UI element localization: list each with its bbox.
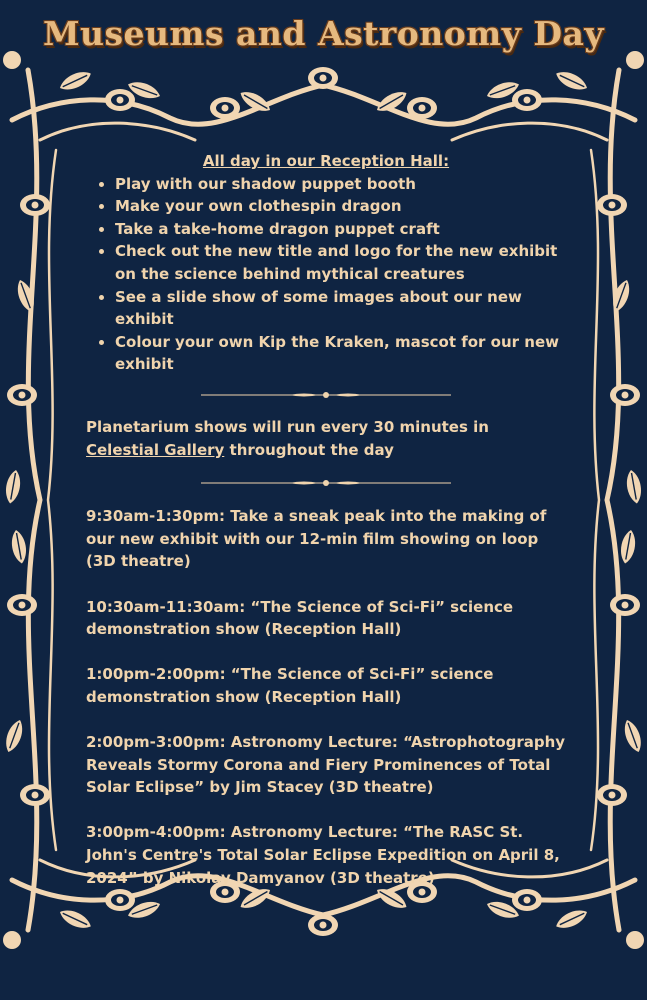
planetarium-text: Planetarium shows will run every 30 minutes in bbox=[86, 417, 489, 436]
event-description: “The Science of Sci-Fi” science demonstration show (Reception Hall) bbox=[86, 597, 514, 639]
list-item: • See a slide show of some images about our new exhibit bbox=[115, 286, 566, 331]
list-item: • Take a take-home dragon puppet craft bbox=[115, 218, 566, 241]
planetarium-note bbox=[86, 416, 566, 461]
reception-heading: All day in our Reception Hall: bbox=[202, 152, 450, 170]
event-time: 10:30am-11:30am: bbox=[86, 597, 246, 616]
event-description: Take a sneak peak into the making of our new exhibit with our 12-min film showing on loop bbox=[86, 507, 547, 548]
event-description: Astronomy Lecture: “The RASC St. John's Centre's Total Solar Eclipse Expedition on April 8, 2024” by Nikolay Damyanov (3D theatre) bbox=[86, 823, 560, 887]
event-time: 9:30am-1:30pm: bbox=[86, 507, 225, 526]
main-content bbox=[86, 150, 566, 912]
celestial-gallery-link[interactable]: Celestial Gallery bbox=[86, 440, 225, 459]
page-title: Museums and Astronomy Day bbox=[42, 14, 605, 53]
event-time: 3:00pm-4:00pm: bbox=[86, 823, 226, 842]
schedule-item bbox=[86, 505, 566, 573]
schedule-item bbox=[86, 821, 566, 889]
schedule-item bbox=[86, 663, 566, 708]
activity-list bbox=[86, 173, 566, 376]
event-description: Astronomy Lecture: “Astrophotography Reveals Stormy Corona and Fiery Prominences of Total Solar Eclipse” by Jim Stacey (3D theatre) bbox=[86, 733, 566, 797]
divider-ornament bbox=[201, 478, 451, 488]
divider-ornament bbox=[201, 390, 451, 400]
event-location: (3D theatre) bbox=[86, 552, 191, 571]
list-item: • Play with our shadow puppet booth bbox=[115, 173, 566, 196]
event-time: 1:00pm-2:00pm: bbox=[86, 665, 226, 684]
schedule-item bbox=[86, 596, 566, 641]
list-item: • Colour your own Kip the Kraken, mascot for our new exhibit bbox=[115, 331, 566, 376]
planetarium-text-end: throughout the day bbox=[224, 440, 394, 459]
list-item: • Check out the new title and logo for the new exhibit on the science behind mythical creatures bbox=[115, 240, 566, 285]
schedule-item bbox=[86, 731, 566, 799]
event-time: 2:00pm-3:00pm: bbox=[86, 733, 226, 752]
event-description: “The Science of Sci-Fi” science demonstration show (Reception Hall) bbox=[86, 665, 494, 706]
list-item: • Make your own clothespin dragon bbox=[115, 195, 566, 218]
